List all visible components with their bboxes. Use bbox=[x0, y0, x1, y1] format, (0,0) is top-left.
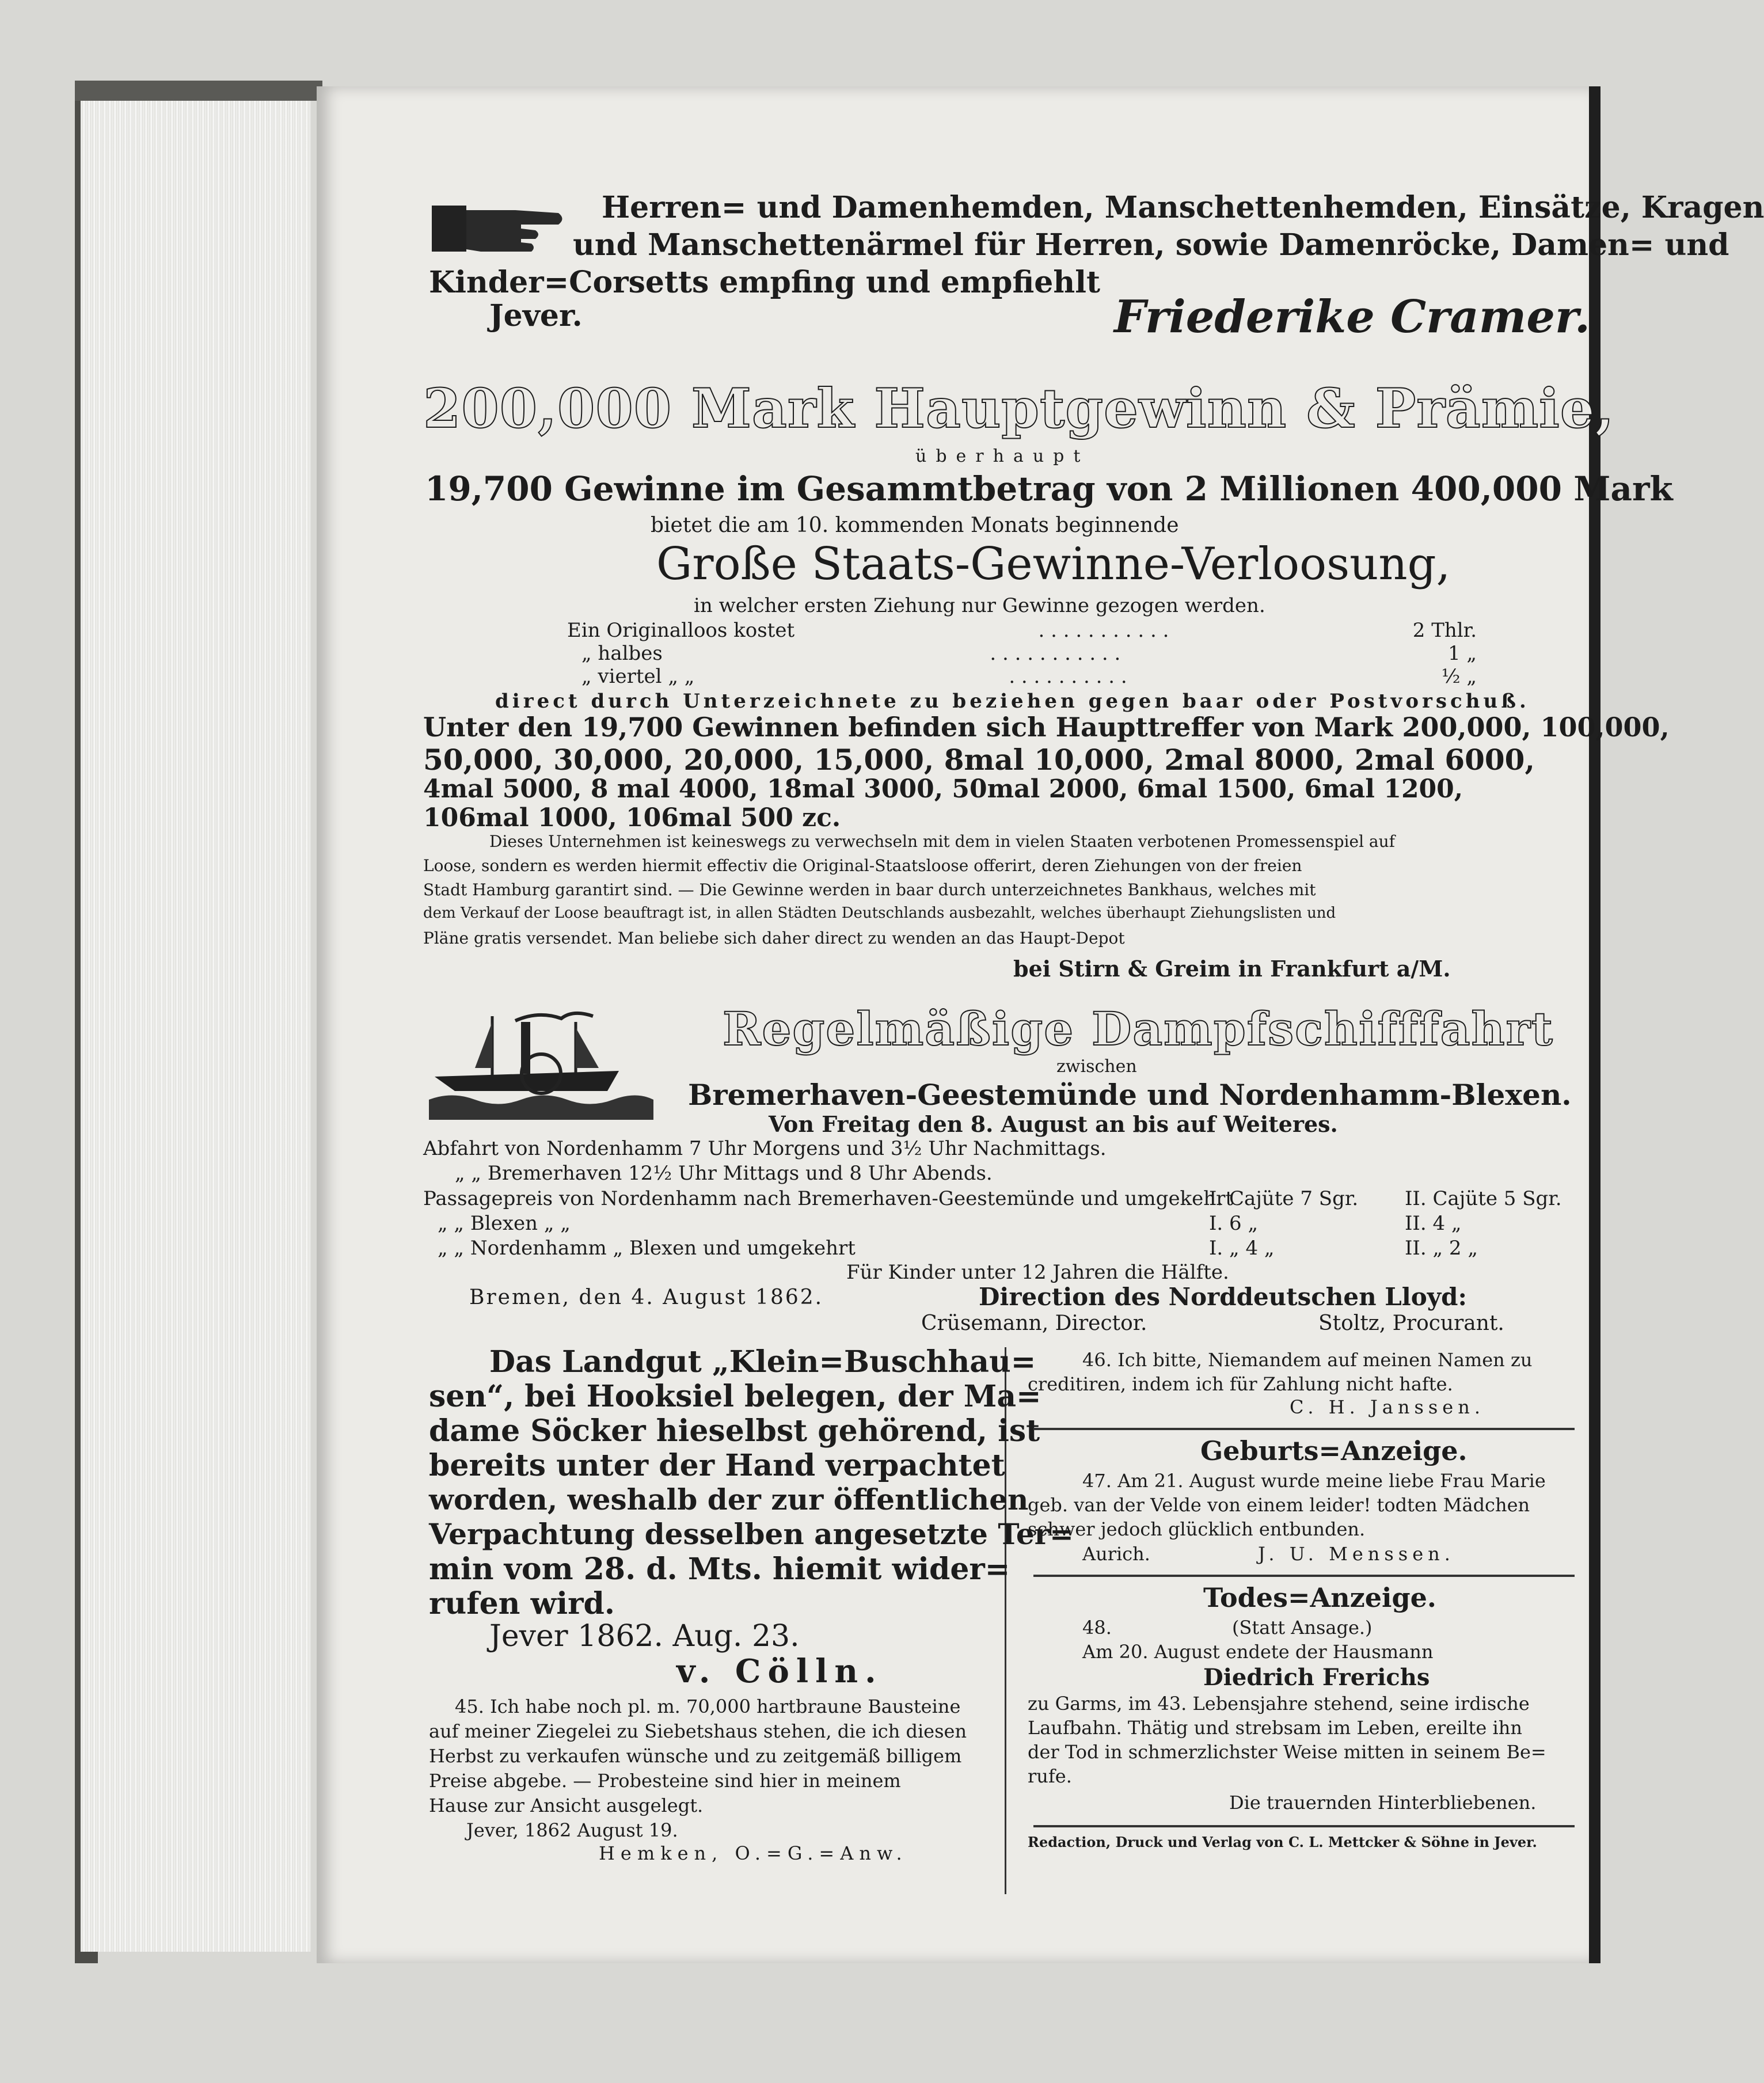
birth-line: geb. van der Velde von einem leider! todten Mädchen bbox=[1028, 1494, 1530, 1516]
fare-second: II. Cajüte 5 Sgr. bbox=[1405, 1187, 1562, 1210]
death-heading: Todes=Anzeige. bbox=[1203, 1582, 1436, 1613]
price-value: 2 Thlr. bbox=[1412, 619, 1477, 642]
lottery-total: 19,700 Gewinne im Gesammtbetrag von 2 Millionen 400,000 Mark bbox=[425, 469, 1673, 508]
notice-46-line: 46. Ich bitte, Niemandem auf meinen Namen zu bbox=[1082, 1349, 1533, 1371]
landgut-line: min vom 28. d. Mts. hiemit wider= bbox=[429, 1552, 1010, 1587]
departure-line: Abfahrt von Nordenhamm 7 Uhr Morgens und 3½ Uhr Nachmittags. bbox=[423, 1137, 1107, 1160]
notice-46-line: creditiren, indem ich für Zahlung nicht hafte. bbox=[1028, 1373, 1453, 1395]
lottery-body-line: Dieses Unternehmen ist keineswegs zu verwechseln mit dem in vielen Staaten verbotenen Promessenspiel auf bbox=[489, 832, 1396, 851]
steamship-period: Von Freitag den 8. August an bis auf Weiteres. bbox=[769, 1111, 1338, 1137]
section-rule bbox=[1033, 1428, 1575, 1430]
landgut-line: dame Söcker hieselbst gehörend, ist bbox=[429, 1413, 1040, 1449]
birth-line: schwer jedoch glücklich entbunden. bbox=[1028, 1518, 1366, 1540]
landgut-line: rufen wird. bbox=[429, 1586, 615, 1621]
death-line: Am 20. August endete der Hausmann bbox=[1082, 1641, 1434, 1663]
price-value: ½ „ bbox=[1441, 665, 1477, 688]
steamship-procurant: Stoltz, Procurant. bbox=[1318, 1312, 1504, 1335]
death-line: Laufbahn. Thätig und strebsam im Leben, ereilte ihn bbox=[1028, 1717, 1522, 1739]
departure-line: „ „ Bremerhaven 12½ Uhr Mittags und 8 Uhr Abends. bbox=[455, 1162, 993, 1185]
landgut-place-date: Jever 1862. Aug. 23. bbox=[489, 1619, 800, 1654]
fare-route: „ „ Nordenhamm „ Blexen und umgekehrt bbox=[438, 1237, 856, 1260]
lottery-body-line: Stadt Hamburg garantirt sind. — Die Gewinne werden in baar durch unterzeichnetes Bankhaus, welches mit bbox=[423, 880, 1316, 899]
prize-line: 50,000, 30,000, 20,000, 15,000, 8mal 10,000, 2mal 8000, 2mal 6000, bbox=[423, 743, 1535, 777]
lottery-name: Große Staats-Gewinne-Verloosung, bbox=[656, 538, 1451, 590]
notice-45-place-date: Jever, 1862 August 19. bbox=[466, 1819, 678, 1841]
landgut-line: sen“, bei Hooksiel belegen, der Ma= bbox=[429, 1379, 1041, 1414]
steamship-director: Crüsemann, Director. bbox=[921, 1312, 1147, 1335]
lottery-body-line: Loose, sondern es werden hiermit effectiv die Original-Staatsloose offerirt, deren Ziehungen von der freien bbox=[423, 856, 1302, 875]
prize-line: 106mal 1000, 106mal 500 zc. bbox=[423, 803, 841, 833]
shirts-signature: Friederike Cramer. bbox=[1114, 291, 1591, 343]
notice-46-signature: C. H. Janssen. bbox=[1290, 1396, 1485, 1418]
notice-45-signature: Hemken, O.=G.=Anw. bbox=[599, 1842, 908, 1864]
lottery-bank: bei Stirn & Greim in Frankfurt a/M. bbox=[1013, 956, 1451, 982]
death-line: zu Garms, im 43. Lebensjahre stehend, seine irdische bbox=[1028, 1693, 1530, 1715]
fare-second: II. „ 2 „ bbox=[1405, 1237, 1478, 1260]
pointing-hand-icon bbox=[429, 193, 567, 262]
shirts-place: Jever. bbox=[489, 298, 583, 333]
fare-first: I. 6 „ bbox=[1209, 1212, 1259, 1235]
section-rule bbox=[1033, 1825, 1575, 1827]
steamship-direction: Direction des Norddeutschen Lloyd: bbox=[979, 1283, 1468, 1311]
lottery-ueberhaupt: überhaupt bbox=[915, 446, 1090, 466]
price-value: 1 „ bbox=[1447, 642, 1477, 665]
landgut-line: Das Landgut „Klein=Buschhau= bbox=[489, 1344, 1036, 1379]
birth-signature: J. U. Menssen. bbox=[1258, 1543, 1455, 1565]
notice-45-line: Herbst zu verkaufen wünsche und zu zeitgemäß billigem bbox=[429, 1745, 962, 1767]
price-label: „ halbes bbox=[581, 642, 663, 665]
shirts-line-2: und Manschettenärmel für Herren, sowie Damenröcke, Damen= und bbox=[573, 227, 1729, 263]
landgut-line: worden, weshalb der zur öffentlichen bbox=[429, 1483, 1029, 1516]
steamship-children: Für Kinder unter 12 Jahren die Hälfte. bbox=[846, 1261, 1229, 1284]
price-dots: . . . . . . . . . . . bbox=[1038, 619, 1169, 642]
section-rule bbox=[1033, 1575, 1575, 1577]
price-dots: . . . . . . . . . . bbox=[1009, 665, 1127, 688]
price-row bbox=[567, 619, 1477, 642]
birth-heading: Geburts=Anzeige. bbox=[1200, 1435, 1468, 1466]
steamship-zwischen: zwischen bbox=[1056, 1056, 1137, 1077]
notice-45-line: auf meiner Ziegelei zu Siebetshaus stehen, die ich diesen bbox=[429, 1720, 967, 1742]
book-page-edges bbox=[81, 86, 311, 1952]
landgut-signature: v. Cölln. bbox=[676, 1652, 883, 1690]
steamship-route: Bremerhaven-Geestemünde und Nordenhamm-Blexen. bbox=[688, 1078, 1572, 1112]
prize-line: 4mal 5000, 8 mal 4000, 18mal 3000, 50mal 2000, 6mal 1500, 6mal 1200, bbox=[423, 774, 1463, 804]
lottery-direct: direct durch Unterzeichnete zu beziehen gegen baar oder Postvorschuß. bbox=[495, 690, 1530, 713]
price-row bbox=[581, 665, 1477, 688]
birth-place: Aurich. bbox=[1082, 1543, 1150, 1565]
lottery-headline: 200,000 Mark Hauptgewinn & Prämie, bbox=[423, 377, 1615, 440]
book-cover-top bbox=[75, 81, 322, 101]
price-dots: . . . . . . . . . . . bbox=[990, 642, 1121, 665]
landgut-line: bereits unter der Hand verpachtet bbox=[429, 1448, 1005, 1483]
steamship-icon bbox=[429, 1005, 653, 1120]
shirts-line-3: Kinder=Corsetts empfing und empfiehlt bbox=[429, 265, 1100, 300]
prize-line: Unter den 19,700 Gewinnen befinden sich Haupttreffer von Mark 200,000, 100,000, bbox=[423, 712, 1670, 743]
lottery-first-draw: in welcher ersten Ziehung nur Gewinne gezogen werden. bbox=[694, 594, 1265, 617]
fare-first: I. Cajüte 7 Sgr. bbox=[1209, 1187, 1359, 1210]
steamship-headline: Regelmäßige Dampfschifffahrt bbox=[723, 1002, 1554, 1056]
landgut-line: Verpachtung desselben angesetzte Ter= bbox=[429, 1517, 1074, 1551]
notice-45-line: Preise abgebe. — Probesteine sind hier in meinem bbox=[429, 1770, 901, 1792]
fare-route: Passagepreis von Nordenhamm nach Bremerhaven-Geestemünde und umgekehrt bbox=[423, 1187, 1234, 1210]
price-row bbox=[581, 642, 1477, 665]
fare-first: I. „ 4 „ bbox=[1209, 1237, 1275, 1260]
birth-line: 47. Am 21. August wurde meine liebe Frau Marie bbox=[1082, 1470, 1546, 1492]
shirts-line-1: Herren= und Damenhemden, Manschettenhemden, Einsätze, Kragen bbox=[602, 190, 1764, 225]
death-statt: (Statt Ansage.) bbox=[1232, 1617, 1373, 1639]
lottery-offer: bietet die am 10. kommenden Monats beginnende bbox=[651, 514, 1179, 537]
death-signature: Die trauernden Hinterbliebenen. bbox=[1229, 1792, 1537, 1814]
lottery-body-line: dem Verkauf der Loose beauftragt ist, in allen Städten Deutschlands ausbezahlt, welches überhaupt Ziehungslisten und bbox=[423, 904, 1336, 922]
notice-45-line: Hause zur Ansicht ausgelegt. bbox=[429, 1795, 704, 1816]
lottery-body-line: Pläne gratis versendet. Man beliebe sich daher direct zu wenden an das Haupt-Depot bbox=[423, 929, 1125, 948]
steamship-place-date: Bremen, den 4. August 1862. bbox=[469, 1286, 824, 1309]
death-name: Diedrich Frerichs bbox=[1203, 1664, 1430, 1691]
imprint: Redaction, Druck und Verlag von C. L. Mettcker & Söhne in Jever. bbox=[1028, 1834, 1537, 1850]
price-label: Ein Originalloos kostet bbox=[567, 619, 795, 642]
death-line: rufe. bbox=[1028, 1765, 1072, 1787]
price-label: „ viertel „ „ bbox=[581, 665, 695, 688]
death-number: 48. bbox=[1082, 1617, 1112, 1639]
notice-45-line: 45. Ich habe noch pl. m. 70,000 hartbraune Bausteine bbox=[455, 1696, 961, 1717]
fare-second: II. 4 „ bbox=[1405, 1212, 1462, 1235]
death-line: der Tod in schmerzlichster Weise mitten in seinem Be= bbox=[1028, 1741, 1546, 1763]
fare-route: „ „ Blexen „ „ bbox=[438, 1212, 571, 1235]
